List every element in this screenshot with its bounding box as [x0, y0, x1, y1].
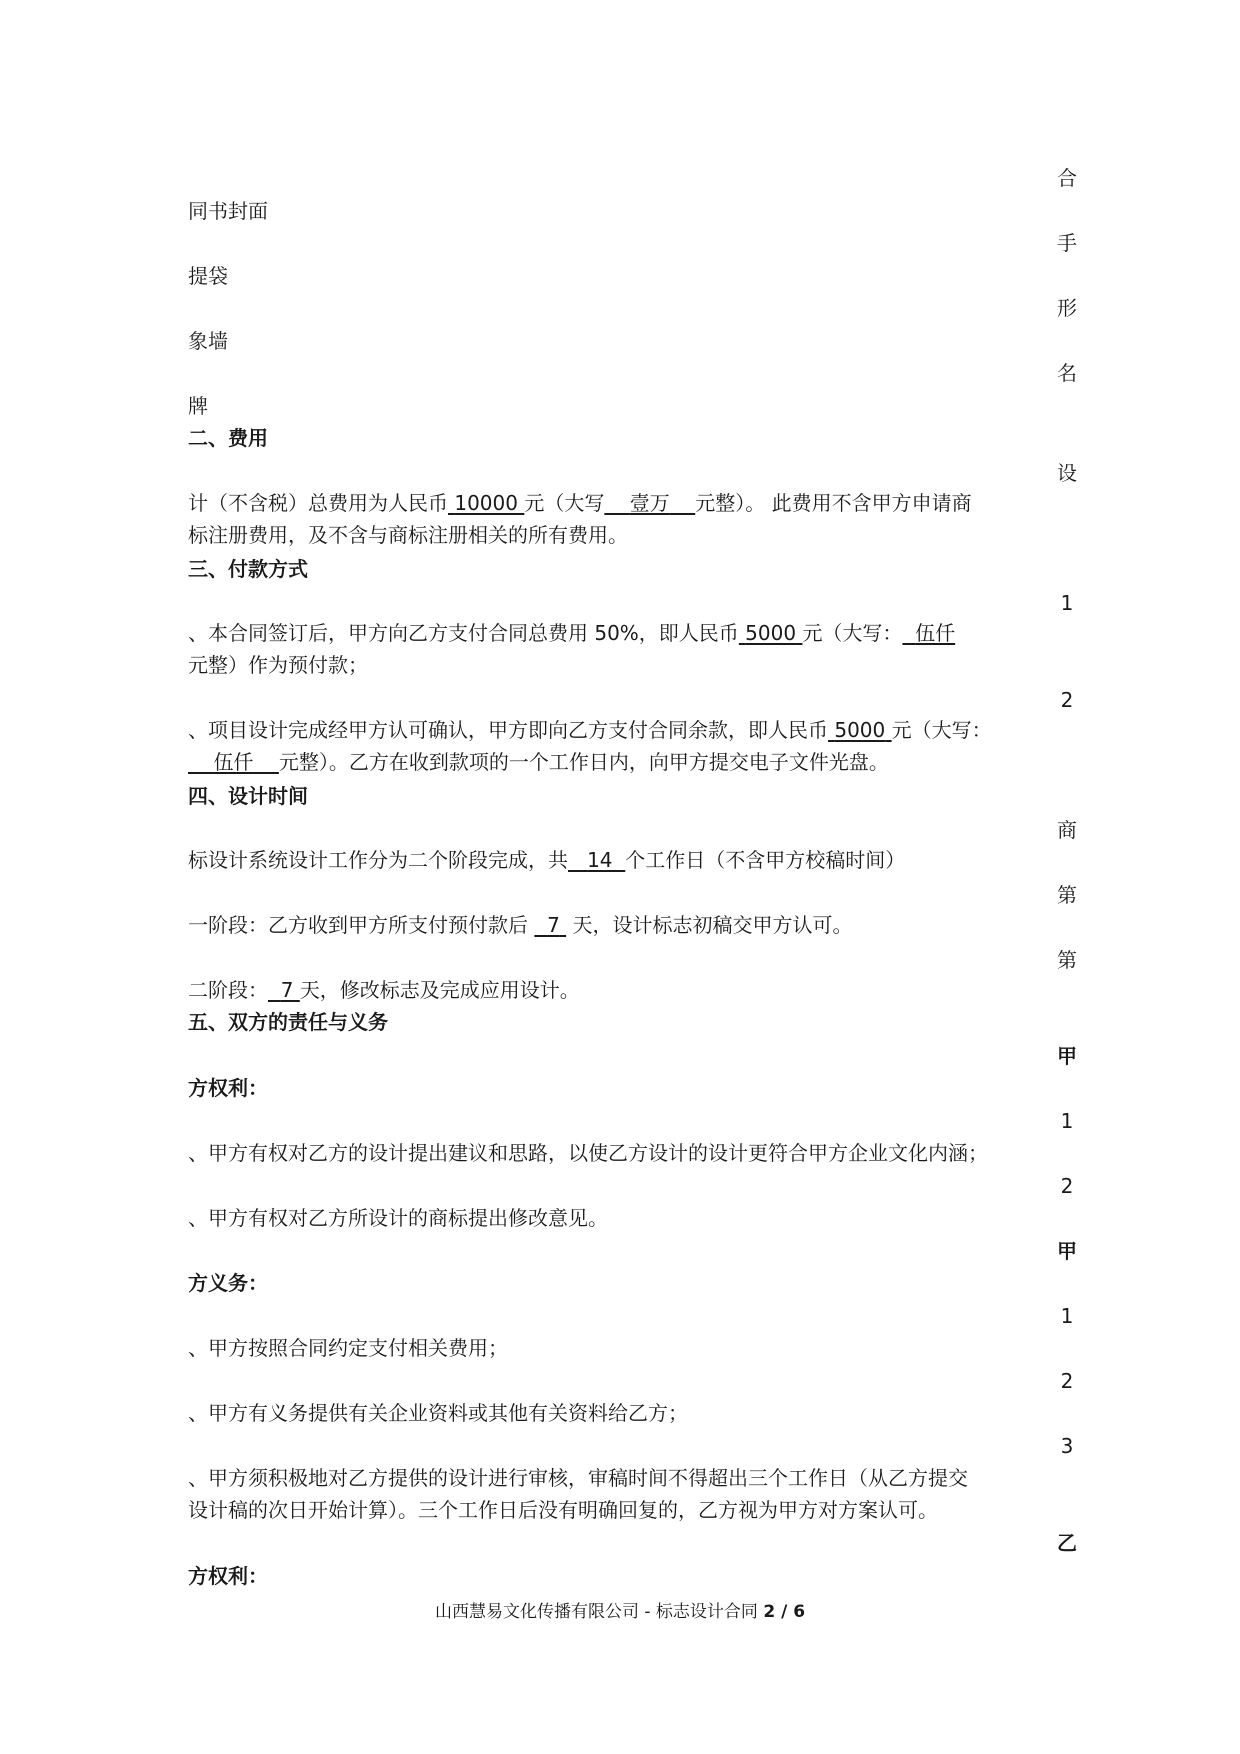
wrap-char: 第: [1057, 883, 1077, 907]
wrap-char: 1: [1060, 1304, 1074, 1328]
wrap-char: 1: [1060, 591, 1074, 615]
wrap-char: 手: [1057, 231, 1077, 255]
wrap-char: 形: [1057, 296, 1077, 320]
section-heading: 四、设计时间: [188, 784, 308, 808]
footer-text: 山西慧易文化传播有限公司 - 标志设计合同: [434, 1602, 758, 1622]
wrap-char: 甲: [1057, 1044, 1077, 1068]
wrap-char: 合: [1057, 166, 1077, 190]
paragraph-line: 伍仟 元整）。乙方在收到款项的一个工作日内，向甲方提交电子文件光盘。: [188, 749, 889, 775]
paragraph-line: 、甲方有权对乙方的设计提出建议和思路，以使乙方设计的设计更符合甲方企业文化内涵；: [188, 1141, 988, 1165]
wrap-char: 3: [1060, 1434, 1074, 1458]
wrap-char: 名: [1057, 361, 1077, 385]
days-total: 14: [587, 848, 613, 872]
wrap-char: 甲: [1057, 1239, 1077, 1263]
wrap-char: 第: [1057, 948, 1077, 972]
paragraph-line: 计（不含税）总费用为人民币 10000 元（大写 壹万 元整）。 此费用不含甲方申请商: [188, 491, 972, 515]
paragraph-line: 、项目设计完成经甲方认可确认，甲方即向乙方支付合同余款，即人民币 5000 元（大写：: [188, 718, 992, 742]
section-heading: 二、费用: [188, 426, 268, 450]
subheading: 方义务：: [188, 1271, 268, 1295]
paragraph-line: 元整）作为预付款；: [188, 653, 368, 677]
paragraph-line: 一阶段：乙方收到甲方所支付预付款后 7 天，设计标志初稿交甲方认可。: [188, 913, 853, 937]
item-bag: 提袋: [188, 264, 228, 288]
amount-total-cn: 壹万: [629, 491, 670, 515]
amount-total: 10000: [454, 491, 518, 515]
section-heading: 五、双方的责任与义务: [188, 1010, 388, 1034]
page-number: 2 / 6: [763, 1602, 806, 1622]
amount-balance: 5000: [834, 718, 886, 742]
amount-prepay: 5000: [745, 621, 797, 645]
paragraph-line: 设计稿的次日开始计算）。三个工作日后没有明确回复的，乙方视为甲方对方案认可。: [188, 1498, 938, 1522]
amount-balance-cn: 伍仟: [213, 750, 254, 774]
section-heading: 三、付款方式: [188, 557, 308, 581]
paragraph-line: 标设计系统设计工作分为二个阶段完成，共 14 个工作日（不含甲方校稿时间）: [188, 848, 906, 872]
subheading: 方权利：: [188, 1564, 268, 1588]
subheading: 方权利：: [188, 1076, 268, 1100]
wrap-char: 乙: [1057, 1531, 1077, 1555]
paragraph-line: 、本合同签订后，甲方向乙方支付合同总费用 50%，即人民币 5000 元（大写： 伍仟: [188, 621, 956, 645]
wrap-char: 2: [1060, 1174, 1074, 1198]
days-stage-2: 7: [280, 978, 294, 1002]
paragraph-line: 、甲方按照合同约定支付相关费用；: [188, 1336, 508, 1360]
amount-prepay-cn: 伍仟: [915, 621, 956, 645]
wrap-char: 1: [1060, 1109, 1074, 1133]
paragraph-line: 、甲方有义务提供有关企业资料或其他有关资料给乙方；: [188, 1401, 688, 1425]
paragraph-line: 二阶段： 7 天，修改标志及完成应用设计。: [188, 978, 580, 1002]
wrap-char: 2: [1060, 1369, 1074, 1393]
wrap-char: 商: [1057, 818, 1077, 842]
days-stage-1: 7: [547, 913, 560, 937]
paragraph-line: 、甲方须积极地对乙方提供的设计进行审核，审稿时间不得超出三个工作日（从乙方提交: [188, 1466, 968, 1490]
wrap-char: 设: [1057, 461, 1077, 485]
wrap-char: 2: [1060, 688, 1074, 712]
paragraph-line: 标注册费用，及不含与商标注册相关的所有费用。: [188, 523, 628, 547]
item-wall: 象墙: [188, 329, 228, 353]
item-cover: 同书封面: [188, 199, 268, 223]
page-footer: [0, 1600, 1240, 1624]
item-sign: 牌: [188, 394, 208, 418]
paragraph-line: 、甲方有权对乙方所设计的商标提出修改意见。: [188, 1206, 608, 1230]
